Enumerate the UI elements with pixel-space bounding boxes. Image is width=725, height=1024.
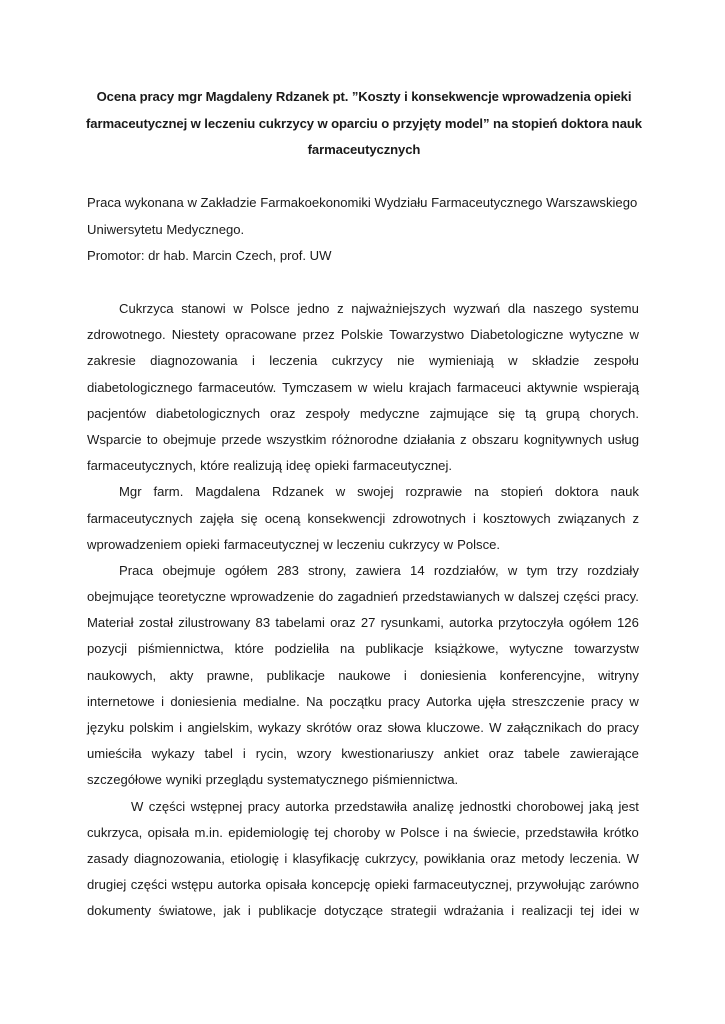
text-line: diabetologicznego farmaceutów. Tymczasem w wielu krajach farmaceuci aktywnie wspierają <box>87 379 639 395</box>
text-line: zasady diagnozowania, etiologię i klasyfikację cukrzycy, powikłania oraz metody leczenia. W <box>87 850 639 866</box>
paragraph <box>87 296 639 479</box>
text-line: internetowe i doniesienia medialne. Na początku pracy Autorka ujęła streszczenie pracy w <box>87 693 639 709</box>
text-line: Cukrzyca stanowi w Polsce jedno z najważniejszych wyzwań dla naszego systemu <box>119 301 639 316</box>
text-line: wprowadzeniem opieki farmaceutycznej w leczeniu cukrzycy w Polsce. <box>87 536 501 552</box>
paragraph <box>87 479 639 558</box>
title-line: farmaceutycznej w leczeniu cukrzycy w oparciu o przyjęty model” na stopień doktora nauk <box>86 115 642 131</box>
title-line: farmaceutycznych <box>307 142 421 157</box>
text-line: pozycji piśmiennictwa, które podzieliła na publikacje książkowe, wytyczne towarzystw <box>87 641 639 657</box>
paragraph <box>87 558 639 794</box>
text-line: szczegółowe wyniki przeglądu systematycznego piśmiennictwa. <box>87 772 459 788</box>
title-line: Ocena pracy mgr Magdaleny Rdzanek pt. ”Koszty i konsekwencje wprowadzenia opieki <box>96 89 632 104</box>
text-line: W części wstępnej pracy autorka przedstawiła analizę jednostki chorobowej jaką jest <box>131 798 639 814</box>
document-title <box>84 84 644 164</box>
text-line: drugiej części wstępu autorka opisała koncepcję opieki farmaceutycznej, przywołując zarówno <box>87 877 639 893</box>
text-line: obejmujące teoretyczne wprowadzenie do zagadnień przedstawianych w dalszej części pracy. <box>87 589 639 605</box>
text-line: dokumenty światowe, jak i publikacje dotyczące strategii wdrażania i realizacji tej idei w <box>87 903 639 919</box>
text-line: Wsparcie to obejmuje przede wszystkim różnorodne działania z obszaru kognitywnych usług <box>87 431 639 447</box>
info-line: Praca wykonana w Zakładzie Farmakoekonomiki Wydziału Farmaceutycznego Warszawskiego <box>87 195 638 210</box>
text-line: Praca obejmuje ogółem 283 strony, zawiera 14 rozdziałów, w tym trzy rozdziały <box>119 562 639 578</box>
text-line: zdrowotnego. Niestety opracowane przez Polskie Towarzystwo Diabetologiczne wytyczne w <box>87 327 639 343</box>
text-line: umieściła wykazy tabel i rycin, wzory kwestionariuszy ankiet oraz tabele zawierające <box>87 746 639 762</box>
text-line: języku polskim i angielskim, wykazy skrótów oraz słowa kluczowe. W załącznikach do pracy <box>87 720 639 735</box>
text-line: farmaceutycznych, które realizują ideę opieki farmaceutycznej. <box>87 458 452 474</box>
text-line: naukowych, akty prawne, publikacje naukowe i doniesienia konferencyjne, witryny <box>87 667 639 683</box>
thesis-info <box>87 190 647 270</box>
paragraph <box>87 794 639 925</box>
text-line: Materiał został zilustrowany 83 tabelami oraz 27 rysunkami, autorka przytoczyła ogółem 126 <box>87 615 639 631</box>
text-line: zakresie diagnozowania i leczenia cukrzycy nie wymieniają w składzie zespołu <box>87 353 639 369</box>
info-line: Uniwersytetu Medycznego. <box>87 221 245 237</box>
text-line: farmaceutycznych zajęła się oceną konsekwencji zdrowotnych i kosztowych związanych z <box>87 510 639 526</box>
text-line: Mgr farm. Magdalena Rdzanek w swojej rozprawie na stopień doktora nauk <box>119 484 639 500</box>
promotor-line: Promotor: dr hab. Marcin Czech, prof. UW <box>87 248 332 263</box>
text-line: pacjentów diabetologicznych oraz zespoły medyczne zajmujące się tą grupą chorych. <box>87 405 639 421</box>
document-body <box>87 296 639 925</box>
text-line: cukrzyca, opisała m.in. epidemiologię tej choroby w Polsce i na świecie, przedstawiła krótko <box>87 824 639 840</box>
